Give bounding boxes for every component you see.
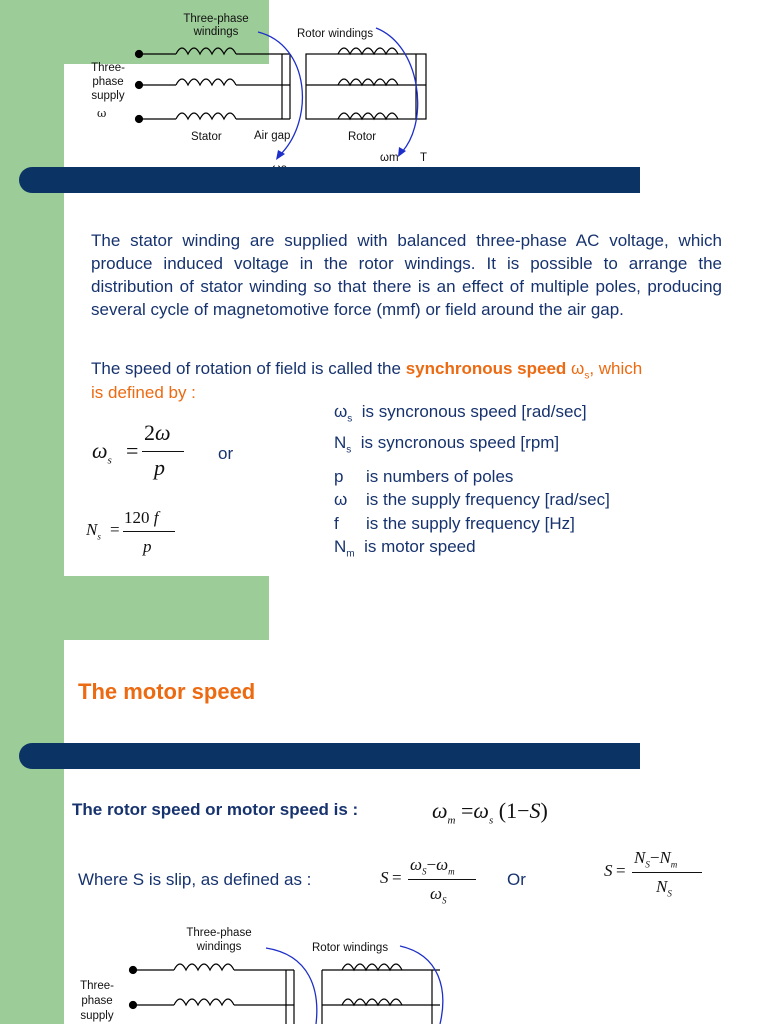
rotor-speed-label: The rotor speed or motor speed is : (72, 800, 359, 819)
definition-row: ω is the supply frequency [rad/sec] (334, 490, 610, 510)
defined-by-label: is defined by : (91, 383, 196, 402)
label-torque: T (420, 152, 428, 164)
where-slip-label: Where S is slip, as defined as : (78, 870, 312, 889)
label-rotor: Rotor (348, 131, 377, 143)
label-supply: Three- phase supply (91, 62, 125, 102)
definition-row: $\omega_s$ is syncronous speed [rad/sec] (334, 402, 587, 425)
or-label-2: Or (507, 870, 526, 889)
label-three-phase-windings: Three-phase windings (183, 13, 249, 38)
stator-paragraph: The stator winding are supplied with balanced three-phase AC voltage, which produce induced voltage in the rotor windings. It is possible to arrange the distribution of stator winding so that there is an effect of multiple poles, producing several cycle of magnetomotive force (mmf) or field around the air gap. (91, 231, 722, 319)
formula-omega-s: $\omega_s$ = 2ω p (92, 420, 202, 480)
definition-row: $N_m$ is motor speed (334, 537, 476, 560)
definition-row: $N_s$ is syncronous speed [rpm] (334, 432, 560, 456)
formula-omega-m: $\omega_m =\omega_s$ (1−S) (432, 798, 548, 827)
label-supply-2: Three- phase supply (80, 980, 114, 1022)
slide2-title: The motor speed (78, 679, 256, 704)
label-rotor-windings-2: Rotor windings (312, 942, 389, 954)
definition-row: f is the supply frequency [Hz] (334, 513, 575, 533)
label-air-gap: Air gap (254, 130, 291, 142)
formula-ns: $N_s$ = 120 f p (86, 505, 186, 560)
label-stator: Stator (191, 131, 222, 143)
label-omega-m: ωm (380, 152, 399, 164)
label-rotor-windings: Rotor windings (297, 28, 374, 40)
definition-row: p is numbers of poles (334, 466, 514, 486)
or-label: or (218, 444, 234, 463)
formula-slip-omega: S = $\omega_S-\omega_m$ $\omega_S$ (380, 855, 490, 910)
formula-slip-n: S = $N_S-N_m$ $N_S$ (604, 848, 714, 903)
label-omega: ω (97, 106, 107, 120)
slide2-title-bar (19, 743, 640, 769)
definitions-list (334, 400, 754, 566)
supply-terminals (136, 48, 427, 123)
label-three-phase-windings-2: Three-phase windings (186, 927, 252, 953)
speed-sentence: The speed of rotation of field is called the synchronous speed $\omega_s$, which (91, 359, 643, 382)
slide1-title-bar (19, 167, 640, 193)
